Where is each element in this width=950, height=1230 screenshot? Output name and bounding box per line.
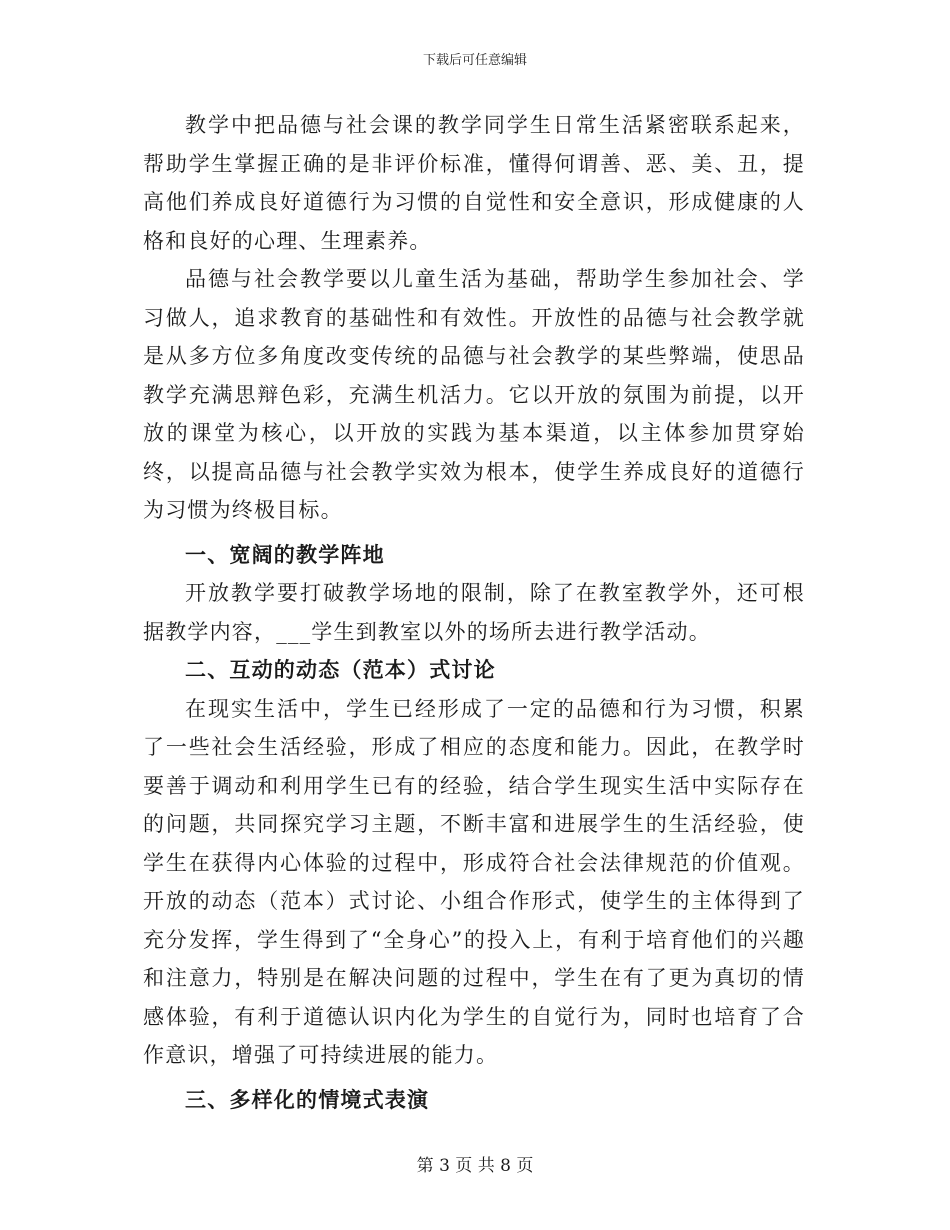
paragraph-intro: 教学中把品德与社会课的教学同学生日常生活紧密联系起来，帮助学生掌握正确的是非评价标准，懂得何谓善、恶、美、丑，提高他们养成良好道德行为习惯的自觉性和安全意识，形成健康的人格和良好的心理、生理素养。 (143, 113, 805, 253)
section-text-1: 开放教学要打破教学场地的限制，除了在教室教学外，还可根据教学内容，___学生到教室以外的场所去进行教学活动。 (143, 581, 805, 644)
section-heading-1: 一、宽阔的教学阵地 (185, 542, 385, 567)
section-heading-3: 三、多样化的情境式表演 (185, 1087, 430, 1112)
section-text-2: 在现实生活中，学生已经形成了一定的品德和行为习惯，积累了一些社会生活经验，形成了相应的态度和能力。因此，在教学时要善于调动和利用学生已有的经验，结合学生现实生活中实际存在的问题，共同探究学习主题，不断丰富和进展学生的生活经验，使学生在获得内心体验的过程中，形成符合社会法律规范的价值观。开放的动态（范本）式讨论、小组合作形式，使学生的主体得到了充分发挥，学生得到了“全身心”的投入上，有利于培育他们的兴趣和注意力，特别是在解决问题的过程中，学生在有了更为真切的情感体验，有利于道德认识内化为学生的自觉行为，同时也培育了合作意识，增强了可持续进展的能力。 (143, 696, 805, 1067)
page-header: 下载后可任意编辑 (422, 53, 527, 68)
paragraph-overview: 品德与社会教学要以儿童生活为基础，帮助学生参加社会、学习做人，追求教育的基础性和有效性。开放性的品德与社会教学就是从多方位多角度改变传统的品德与社会教学的某些弊端，使思品教学充满思辩色彩，充满生机活力。它以开放的氛围为前提，以开放的课堂为核心，以开放的实践为基本渠道，以主体参加贯穿始终，以提高品德与社会教学实效为根本，使学生养成良好的道德行为习惯为终极目标。 (143, 267, 805, 522)
document-body (143, 106, 805, 1119)
page-number: 第 3 页 共 8 页 (416, 1156, 534, 1176)
section-heading-2: 二、互动的动态（范本）式讨论 (185, 658, 496, 682)
